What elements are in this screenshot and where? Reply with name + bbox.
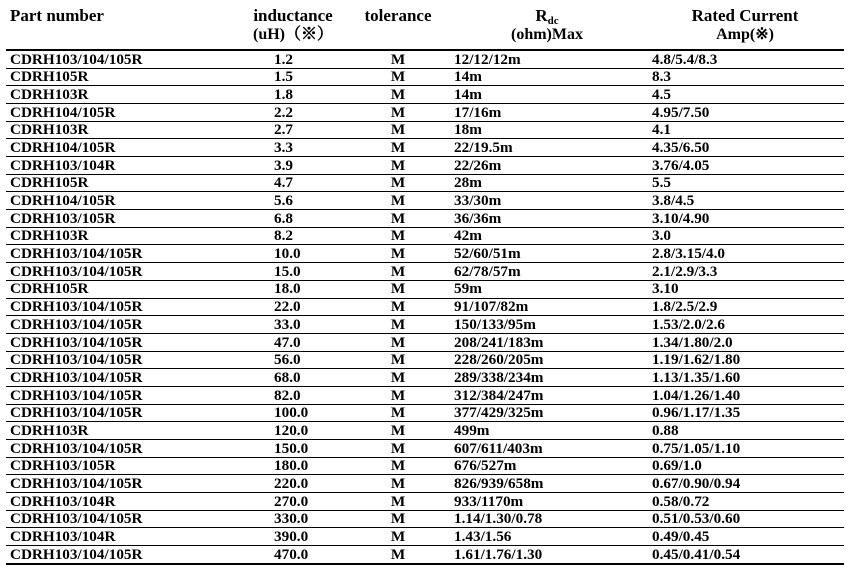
cell-part-number: CDRH103/104/105R — [6, 475, 238, 493]
table-row — [6, 139, 844, 157]
cell-rdc: 12/12/12m — [448, 50, 646, 68]
cell-part-number: CDRH103/104/105R — [6, 316, 238, 334]
cell-rated-current: 1.53/2.0/2.6 — [646, 316, 844, 334]
cell-part-number: CDRH103R — [6, 227, 238, 245]
table-row — [6, 422, 844, 440]
cell-part-number: CDRH103/104/105R — [6, 50, 238, 68]
column-header-inductance — [238, 4, 348, 50]
cell-rated-current: 0.96/1.17/1.35 — [646, 404, 844, 422]
cell-rdc: 826/939/658m — [448, 475, 646, 493]
cell-tolerance: M — [348, 351, 448, 369]
cell-tolerance: M — [348, 333, 448, 351]
column-header-tolerance: tolerance — [364, 6, 432, 25]
column-header-rdc — [448, 4, 646, 50]
column-header-inductance-line2: (uH)（※） — [252, 26, 333, 44]
table-row — [6, 369, 844, 387]
table-row — [6, 50, 844, 68]
cell-inductance: 56.0 — [238, 351, 348, 369]
cell-rdc: 18m — [448, 121, 646, 139]
cell-tolerance: M — [348, 263, 448, 281]
cell-tolerance: M — [348, 210, 448, 228]
cell-rdc: 150/133/95m — [448, 316, 646, 334]
inductor-spec-table — [6, 4, 844, 565]
cell-inductance: 47.0 — [238, 333, 348, 351]
cell-rated-current: 3.8/4.5 — [646, 192, 844, 210]
cell-rdc: 36/36m — [448, 210, 646, 228]
table-row — [6, 333, 844, 351]
table-body — [6, 50, 844, 564]
cell-rdc: 607/611/403m — [448, 440, 646, 458]
column-header-part-number: Part number — [10, 6, 104, 25]
cell-inductance: 6.8 — [238, 210, 348, 228]
cell-inductance: 8.2 — [238, 227, 348, 245]
cell-rdc: 933/1170m — [448, 493, 646, 511]
cell-tolerance: M — [348, 510, 448, 528]
cell-rated-current: 0.88 — [646, 422, 844, 440]
cell-rated-current: 0.69/1.0 — [646, 457, 844, 475]
cell-rated-current: 1.34/1.80/2.0 — [646, 333, 844, 351]
cell-inductance: 270.0 — [238, 493, 348, 511]
cell-tolerance: M — [348, 457, 448, 475]
cell-rated-current: 5.5 — [646, 174, 844, 192]
cell-part-number: CDRH104/105R — [6, 139, 238, 157]
cell-tolerance: M — [348, 528, 448, 546]
table-row — [6, 227, 844, 245]
cell-rdc: 676/527m — [448, 457, 646, 475]
cell-rated-current: 0.75/1.05/1.10 — [646, 440, 844, 458]
cell-tolerance: M — [348, 192, 448, 210]
cell-part-number: CDRH104/105R — [6, 103, 238, 121]
table-row — [6, 280, 844, 298]
cell-inductance: 180.0 — [238, 457, 348, 475]
cell-part-number: CDRH105R — [6, 280, 238, 298]
cell-inductance: 2.7 — [238, 121, 348, 139]
cell-tolerance: M — [348, 50, 448, 68]
cell-part-number: CDRH103/104/105R — [6, 369, 238, 387]
cell-tolerance: M — [348, 139, 448, 157]
cell-rated-current: 1.13/1.35/1.60 — [646, 369, 844, 387]
cell-rdc: 377/429/325m — [448, 404, 646, 422]
cell-part-number: CDRH103/105R — [6, 210, 238, 228]
cell-inductance: 3.9 — [238, 157, 348, 175]
table-row — [6, 157, 844, 175]
table-row — [6, 546, 844, 564]
cell-rdc: 42m — [448, 227, 646, 245]
cell-rdc: 1.14/1.30/0.78 — [448, 510, 646, 528]
cell-rated-current: 2.8/3.15/4.0 — [646, 245, 844, 263]
cell-tolerance: M — [348, 386, 448, 404]
cell-rdc: 33/30m — [448, 192, 646, 210]
cell-rdc: 17/16m — [448, 103, 646, 121]
table-row — [6, 245, 844, 263]
cell-inductance: 100.0 — [238, 404, 348, 422]
cell-rated-current: 0.49/0.45 — [646, 528, 844, 546]
cell-inductance: 18.0 — [238, 280, 348, 298]
cell-rated-current: 3.76/4.05 — [646, 157, 844, 175]
cell-rdc: 22/19.5m — [448, 139, 646, 157]
cell-part-number: CDRH103/104/105R — [6, 386, 238, 404]
cell-rdc: 14m — [448, 86, 646, 104]
cell-rdc: 228/260/205m — [448, 351, 646, 369]
cell-tolerance: M — [348, 174, 448, 192]
table-row — [6, 457, 844, 475]
table-row — [6, 192, 844, 210]
cell-inductance: 1.2 — [238, 50, 348, 68]
cell-rdc: 59m — [448, 280, 646, 298]
column-header-rdc-units: (ohm)Max — [511, 26, 583, 44]
cell-rdc: 1.43/1.56 — [448, 528, 646, 546]
cell-tolerance: M — [348, 475, 448, 493]
cell-tolerance: M — [348, 493, 448, 511]
column-header-rdc-symbol: R — [535, 6, 548, 25]
cell-rated-current: 1.04/1.26/1.40 — [646, 386, 844, 404]
cell-tolerance: M — [348, 280, 448, 298]
table-row — [6, 386, 844, 404]
cell-tolerance: M — [348, 68, 448, 86]
cell-inductance: 3.3 — [238, 139, 348, 157]
cell-part-number: CDRH105R — [6, 174, 238, 192]
cell-inductance: 1.8 — [238, 86, 348, 104]
table-row — [6, 510, 844, 528]
cell-part-number: CDRH103R — [6, 422, 238, 440]
cell-inductance: 5.6 — [238, 192, 348, 210]
cell-inductance: 330.0 — [238, 510, 348, 528]
cell-tolerance: M — [348, 316, 448, 334]
cell-rdc: 1.61/1.76/1.30 — [448, 546, 646, 564]
cell-rated-current: 3.10 — [646, 280, 844, 298]
cell-part-number: CDRH103/104R — [6, 157, 238, 175]
cell-tolerance: M — [348, 546, 448, 564]
column-header-current-line2: Amp(※) — [716, 26, 774, 44]
cell-inductance: 220.0 — [238, 475, 348, 493]
table-row — [6, 316, 844, 334]
table-row — [6, 174, 844, 192]
table-row — [6, 493, 844, 511]
cell-part-number: CDRH103/104/105R — [6, 440, 238, 458]
cell-inductance: 1.5 — [238, 68, 348, 86]
cell-inductance: 470.0 — [238, 546, 348, 564]
cell-part-number: CDRH103/104R — [6, 528, 238, 546]
cell-tolerance: M — [348, 227, 448, 245]
cell-part-number: CDRH103/104R — [6, 493, 238, 511]
cell-rdc: 312/384/247m — [448, 386, 646, 404]
table-row — [6, 440, 844, 458]
cell-inductance: 15.0 — [238, 263, 348, 281]
cell-rated-current: 4.5 — [646, 86, 844, 104]
cell-part-number: CDRH103/104/105R — [6, 245, 238, 263]
table-row — [6, 121, 844, 139]
cell-rdc: 289/338/234m — [448, 369, 646, 387]
cell-inductance: 2.2 — [238, 103, 348, 121]
cell-tolerance: M — [348, 440, 448, 458]
cell-rdc: 62/78/57m — [448, 263, 646, 281]
table-header — [6, 4, 844, 50]
cell-part-number: CDRH103/104/105R — [6, 404, 238, 422]
cell-rated-current: 8.3 — [646, 68, 844, 86]
table-row — [6, 103, 844, 121]
cell-tolerance: M — [348, 157, 448, 175]
cell-tolerance: M — [348, 298, 448, 316]
cell-part-number: CDRH105R — [6, 68, 238, 86]
cell-part-number: CDRH103R — [6, 121, 238, 139]
column-header-rated-current — [646, 4, 844, 50]
cell-inductance: 120.0 — [238, 422, 348, 440]
cell-inductance: 10.0 — [238, 245, 348, 263]
cell-inductance: 390.0 — [238, 528, 348, 546]
cell-inductance: 33.0 — [238, 316, 348, 334]
cell-rated-current: 3.10/4.90 — [646, 210, 844, 228]
table-row — [6, 351, 844, 369]
cell-rated-current: 4.95/7.50 — [646, 103, 844, 121]
table-row — [6, 263, 844, 281]
cell-rated-current: 1.8/2.5/2.9 — [646, 298, 844, 316]
cell-rated-current: 4.35/6.50 — [646, 139, 844, 157]
cell-tolerance: M — [348, 245, 448, 263]
column-header-inductance-line1: inductance — [253, 6, 333, 25]
table-row — [6, 298, 844, 316]
cell-rated-current: 2.1/2.9/3.3 — [646, 263, 844, 281]
cell-rdc: 52/60/51m — [448, 245, 646, 263]
column-header-rdc-subscript: dc — [547, 15, 559, 27]
cell-rated-current: 3.0 — [646, 227, 844, 245]
cell-rated-current: 4.1 — [646, 121, 844, 139]
cell-inductance: 68.0 — [238, 369, 348, 387]
cell-rated-current: 1.19/1.62/1.80 — [646, 351, 844, 369]
cell-inductance: 4.7 — [238, 174, 348, 192]
table-row — [6, 404, 844, 422]
cell-rated-current: 0.45/0.41/0.54 — [646, 546, 844, 564]
cell-rated-current: 0.51/0.53/0.60 — [646, 510, 844, 528]
cell-tolerance: M — [348, 369, 448, 387]
cell-part-number: CDRH103/105R — [6, 457, 238, 475]
cell-part-number: CDRH103/104/105R — [6, 298, 238, 316]
cell-tolerance: M — [348, 103, 448, 121]
cell-inductance: 22.0 — [238, 298, 348, 316]
cell-part-number: CDRH103R — [6, 86, 238, 104]
table-row — [6, 68, 844, 86]
column-header-current-line1: Rated Current — [691, 6, 799, 25]
cell-part-number: CDRH103/104/105R — [6, 351, 238, 369]
table-row — [6, 475, 844, 493]
table-row — [6, 86, 844, 104]
cell-rdc: 208/241/183m — [448, 333, 646, 351]
table-row — [6, 528, 844, 546]
cell-part-number: CDRH103/104/105R — [6, 333, 238, 351]
cell-rdc: 22/26m — [448, 157, 646, 175]
cell-rdc: 91/107/82m — [448, 298, 646, 316]
cell-part-number: CDRH103/104/105R — [6, 263, 238, 281]
cell-tolerance: M — [348, 404, 448, 422]
cell-rdc: 499m — [448, 422, 646, 440]
cell-rated-current: 0.58/0.72 — [646, 493, 844, 511]
cell-tolerance: M — [348, 86, 448, 104]
cell-part-number: CDRH103/104/105R — [6, 510, 238, 528]
cell-tolerance: M — [348, 422, 448, 440]
cell-inductance: 150.0 — [238, 440, 348, 458]
table-row — [6, 210, 844, 228]
cell-part-number: CDRH104/105R — [6, 192, 238, 210]
cell-rated-current: 4.8/5.4/8.3 — [646, 50, 844, 68]
cell-rdc: 14m — [448, 68, 646, 86]
cell-rdc: 28m — [448, 174, 646, 192]
cell-part-number: CDRH103/104/105R — [6, 546, 238, 564]
cell-rated-current: 0.67/0.90/0.94 — [646, 475, 844, 493]
cell-tolerance: M — [348, 121, 448, 139]
cell-inductance: 82.0 — [238, 386, 348, 404]
